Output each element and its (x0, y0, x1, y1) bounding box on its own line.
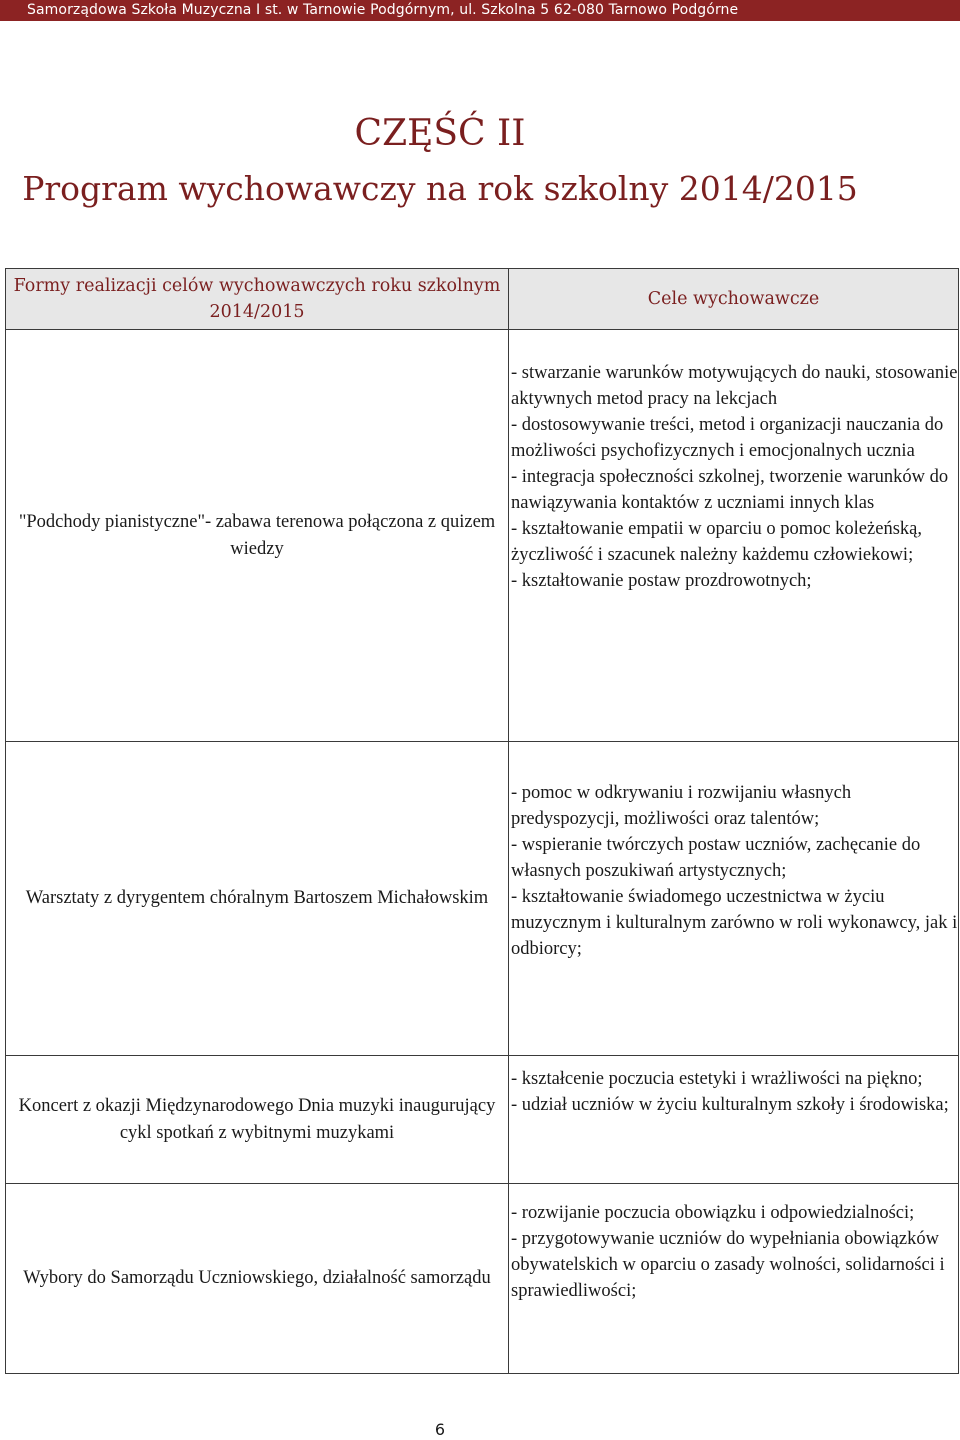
form-cell: Koncert z okazji Międzynarodowego Dnia muzyki inaugurujący cykl spotkań z wybitnymi muzykami (6, 1056, 509, 1184)
part-title: CZĘŚĆ II (354, 113, 526, 154)
table-row (6, 1056, 959, 1184)
table-row (6, 1184, 959, 1374)
document-title: Program wychowawczy na rok szkolny 2014/2015 (22, 169, 858, 208)
form-cell: "Podchody pianistyczne"- zabawa terenowa połączona z quizem wiedzy (6, 330, 509, 742)
form-cell: Wybory do Samorządu Uczniowskiego, działalność samorządu (6, 1184, 509, 1374)
form-cell: Warsztaty z dyrygentem chóralnym Bartoszem Michałowskim (6, 742, 509, 1056)
goals-cell (509, 742, 959, 1056)
goals-cell (509, 1184, 959, 1374)
goals-text: - rozwijanie poczucia obowiązku i odpowiedzialności; - przygotowywanie uczniów do wypełniania obowiązków obywatelskich w oparciu o zasady wolności, solidarności i sprawiedliwości; (511, 1203, 945, 1301)
goals-text: - kształcenie poczucia estetyki i wrażliwości na piękno; - udział uczniów w życiu kulturalnym szkoły i środowiska; (511, 1069, 949, 1115)
table-header-row (6, 269, 959, 330)
goals-text: - pomoc w odkrywaniu i rozwijaniu własnych predyspozycji, możliwości oraz talentów; - wspieranie twórczych postaw uczniów, zachęcanie do własnych poszukiwań artystycznych; - kształtowanie świadomego uczestnictwa w życiu muzycznym i kulturalnym zarówno w roli wykonawcy, jak i odbiorcy; (511, 783, 958, 959)
table-row (6, 742, 959, 1056)
goals-cell (509, 1056, 959, 1184)
education-plan-table (5, 268, 959, 1374)
column-header-forms: Formy realizacji celów wychowawczych roku szkolnym 2014/2015 (6, 269, 509, 330)
goals-cell (509, 330, 959, 742)
column-header-goals: Cele wychowawcze (509, 269, 959, 330)
page-header: Samorządowa Szkoła Muzyczna I st. w Tarnowie Podgórnym, ul. Szkolna 5 62-080 Tarnowo Podgórne (0, 0, 960, 21)
table-row (6, 330, 959, 742)
page-number: 6 (434, 1420, 446, 1439)
goals-text: - stwarzanie warunków motywujących do nauki, stosowanie aktywnych metod pracy na lekcjach - dostosowywanie treści, metod i organizacji nauczania do możliwości psychofizycznych i emocjonalnych ucznia - integracja społeczności szkolnej, tworzenie warunków do nawiązywania kontaktów z uczniami innych klas - kształtowanie empatii w oparciu o pomoc koleżeńską, życzliwość i szacunek należny każdemu człowiekowi; - kształtowanie postaw prozdrowotnych; (511, 363, 958, 591)
